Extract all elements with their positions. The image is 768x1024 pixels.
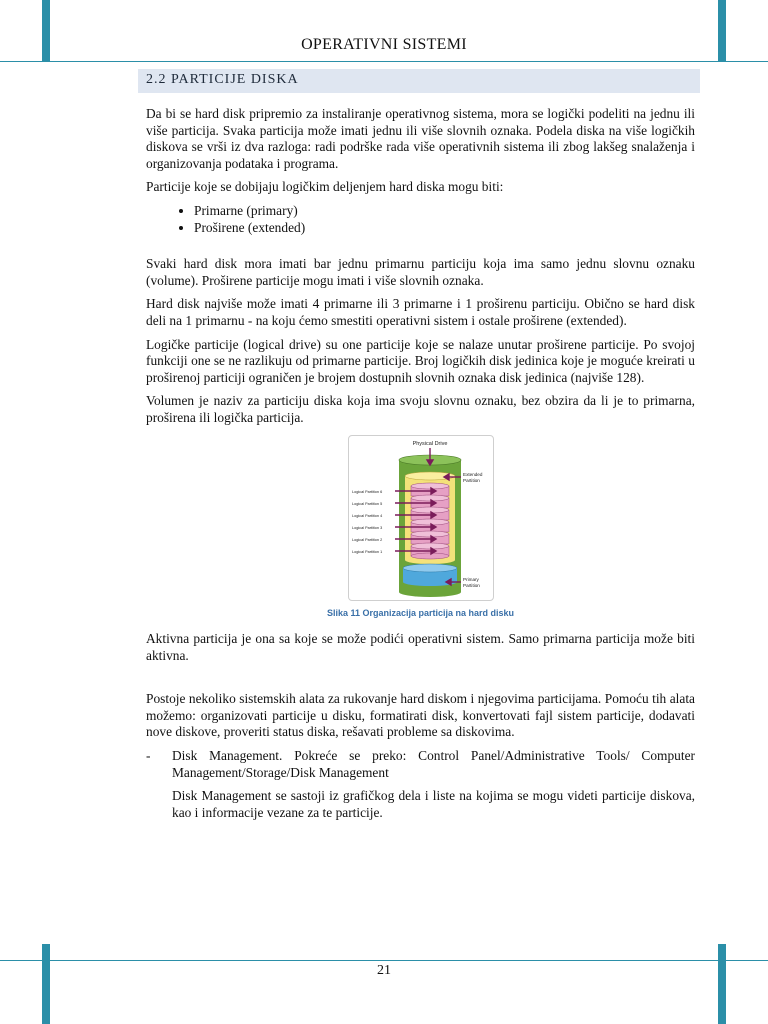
section-heading-bar — [138, 69, 700, 93]
label-logical-4: Logical Partition 4 — [351, 513, 382, 518]
partition-diagram-figure — [348, 435, 494, 601]
section-title: 2.2 PARTICIJE DISKA — [146, 72, 299, 87]
label-logical-2: Logical Partition 2 — [351, 537, 382, 542]
disk-management-path: Pokreće se preko: Control Panel/Administrative Tools/ Computer Management/Storage/Disk Management — [172, 748, 695, 780]
list-item: • Primarne (primary) — [194, 203, 695, 220]
paragraph-volume: Volumen je naziv za particiju diska koja ima svoju slovnu oznaku, bez obzira da li je to primarna, proširena ili logička particija. — [146, 393, 695, 425]
header-rule — [0, 61, 768, 62]
label-logical-6: Logical Partition 6 — [351, 489, 382, 494]
label-extended-line1: Extended — [462, 471, 482, 477]
left-bottom-edge-bar — [42, 944, 50, 1024]
page-content — [146, 106, 695, 828]
paragraph-primary-required: Svaki hard disk mora imati bar jednu primarnu particiju koja ima samo jednu slovnu oznaku (volume). Proširene particije mogu imati i više slovnih oznaka. — [146, 256, 695, 288]
logical-partition-4-top — [411, 507, 449, 513]
paragraph-partition-types: Particije koje se dobijaju logičkim deljenjem hard diska mogu biti: — [146, 179, 504, 195]
right-bottom-edge-bar — [718, 944, 726, 1024]
disk-management-item — [146, 748, 695, 781]
disk-management-description: Disk Management se sastoji iz grafičkog dela i liste na kojima se mogu videti particije diskova, kao i informacije vezane za te particije. — [172, 788, 695, 820]
dash-marker: - — [146, 748, 151, 764]
logical-partition-6-top — [411, 483, 449, 489]
primary-partition-top — [403, 564, 457, 572]
partition-type-list — [146, 203, 695, 236]
label-primary-line1: Primary — [462, 576, 479, 582]
paragraph-intro: Da bi se hard disk pripremio za instaliranje operativnog sistema, mora se logički podeliti na jednu ili više particija. Svaka particija može imati jednu ili više slovnih oznaka. Podela diska na više logičkih diskova se vrši iz dva razloga: radi podrške rada više operativnih sistema ili zbog lakšeg snalaženja i organizovanja podataka i programa. — [146, 106, 695, 171]
physical-drive-bottom — [399, 587, 461, 597]
logical-partition-3-top — [411, 519, 449, 525]
logical-partition-5-top — [411, 495, 449, 501]
paragraph-partition-limits: Hard disk najviše može imati 4 primarne ili 3 primarne i 1 proširenu particiju. Obično se hard disk deli na 1 primarnu - na koju ćemo smestiti operativni sistem i ostale proširene (extended). — [146, 296, 695, 328]
page-header-title: OPERATIVNI SISTEMI — [301, 36, 467, 53]
partition-diagram — [349, 436, 493, 600]
label-logical-5: Logical Partition 5 — [351, 501, 382, 506]
logical-partition-1-bottom — [411, 553, 449, 559]
page-number: 21 — [377, 963, 391, 978]
logical-partition-1-top — [411, 543, 449, 549]
label-primary-line2: Partition — [462, 582, 480, 588]
disk-management-title: Disk Management. — [172, 748, 283, 764]
logical-partition-2-top — [411, 531, 449, 537]
label-physical-drive: Physical Drive — [412, 440, 447, 447]
logical-partition-stack — [411, 483, 449, 559]
paragraph-system-tools: Postoje nekoliko sistemskih alata za rukovanje hard diskom i njegovima particijama. Pomoću tih alata možemo: organizovati particije u disku, formatirati disk, konvertovati fajl sistem particije, dodavati nove diskove, proveriti status diska, rešavati probleme sa diskovima. — [146, 691, 695, 740]
footer-rule — [0, 960, 768, 961]
spacer — [146, 671, 695, 691]
paragraph-active-partition: Aktivna particija je ona sa koje se može podići operativni sistem. Samo primarna particija može biti aktivna. — [146, 631, 695, 663]
paragraph-logical-partitions: Logičke particije (logical drive) su one particije koje se nalaze unutar proširene particije. Po svojoj funkciji one se ne razlikuju od primarne particije. Broj logičkih disk jedinica koje je moguće kreirati u proširenoj particiji ograničen je brojem dostupnih slovnih oznaka disk jedinica (najviše 128). — [146, 336, 695, 385]
label-logical-3: Logical Partition 3 — [351, 525, 382, 530]
list-item: • Proširene (extended) — [194, 220, 695, 237]
label-logical-1: Logical Partition 1 — [351, 549, 382, 554]
label-extended-line2: Partition — [462, 477, 480, 483]
figure-caption: Slika 11 Organizacija particija na hard disku — [326, 607, 515, 618]
